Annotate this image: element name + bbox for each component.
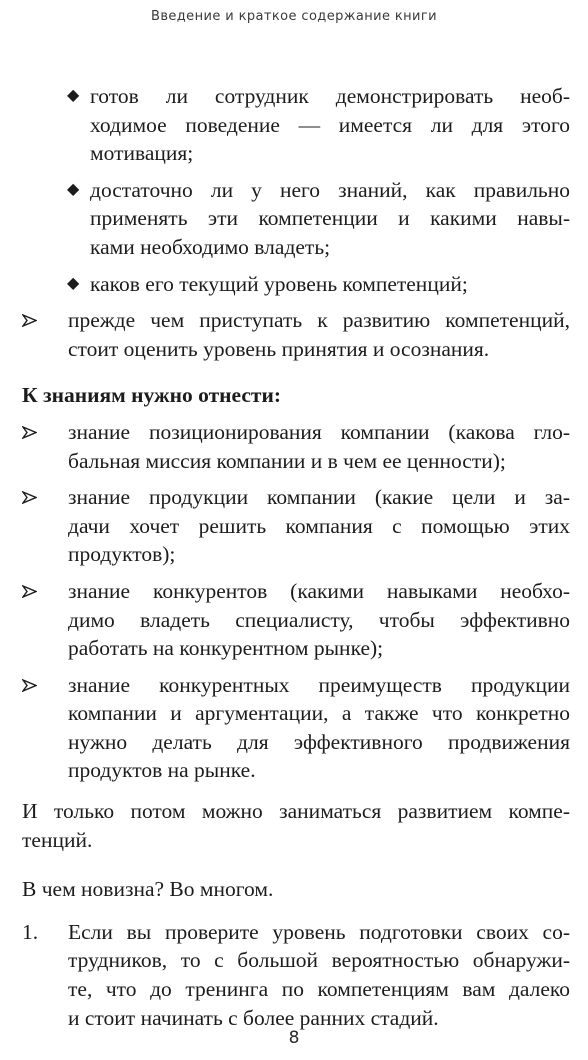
arrowhead-bullet-icon (22, 491, 37, 504)
page-body (22, 82, 570, 1032)
text-line: компании и аргументации, а также что конкретно (68, 701, 570, 726)
text-line: ходимое поведение — имеется ли для этого (90, 112, 570, 137)
text-line: те, что до тренинга по компетенциям вам далеко (68, 977, 570, 1002)
arrow-list-item (22, 483, 570, 569)
text-line: знание конкурентных преимуществ продукции (68, 672, 570, 697)
running-header: Введение и краткое содержание книги (151, 9, 437, 24)
diamond-list-item (22, 176, 570, 262)
arrow-list-item (22, 306, 570, 363)
text-line: прежде чем приступать к развитию компетенций, (68, 308, 570, 333)
text-line: И только потом можно заниматься развитием компе- (22, 799, 570, 824)
text-line: продуктов); (68, 542, 176, 567)
diamond-list-item (22, 270, 570, 299)
numbered-list-item (22, 918, 570, 1032)
text-line: знание конкурентов (какими навыками необхо- (68, 578, 570, 603)
text-line: работать на конкурентном рынке); (68, 636, 384, 661)
diamond-bullet-icon: ◆ (67, 87, 80, 104)
list-number: 1. (22, 919, 39, 944)
text-line: каков его текущий уровень компетенций; (90, 271, 468, 296)
question-paragraph (22, 875, 570, 904)
text-line: продуктов на рынке. (68, 758, 256, 783)
text-line: бальная миссия компании и в чем ее ценности); (68, 448, 506, 473)
text-line: достаточно ли у него знаний, как правильно (90, 177, 570, 202)
arrow-list-item (22, 577, 570, 663)
text-line: и стоит начинать с более ранних стадий. (68, 1005, 439, 1030)
arrow-list-item (22, 418, 570, 475)
arrow-list-item (22, 671, 570, 785)
diamond-list-item (22, 82, 570, 168)
page-number: 8 (288, 1028, 300, 1048)
arrowhead-bullet-icon (22, 314, 37, 327)
diamond-bullet-icon: ◆ (67, 180, 80, 198)
text-line: стоит оценить уровень принятия и осознания. (68, 336, 490, 361)
arrowhead-bullet-icon (22, 585, 37, 598)
text-line: тенций. (22, 827, 93, 852)
paragraph (22, 797, 570, 854)
text-line: димо владеть специалисту, чтобы эффективно (68, 607, 570, 632)
section-heading: К знаниям нужно отнести: (22, 383, 281, 408)
text-line: В чем новизна? Во многом. (22, 877, 274, 902)
text-line: трудников, то с большой вероятностью обнаружи- (68, 948, 570, 973)
text-line: дачи хочет решить компания с помощью этих (68, 513, 570, 538)
arrowhead-bullet-icon (22, 679, 37, 692)
text-line: ками необходимо владеть; (90, 234, 331, 259)
text-line: знание позиционирования компании (какова гло- (68, 419, 570, 444)
text-line: Если вы проверите уровень подготовки своих со- (68, 919, 570, 944)
text-line: мотивация; (90, 141, 194, 166)
text-line: знание продукции компании (какие цели и за- (68, 485, 570, 510)
text-line: применять эти компетенции и какими навы- (90, 206, 570, 231)
arrowhead-bullet-icon (22, 426, 37, 439)
diamond-bullet-icon: ◆ (67, 274, 80, 292)
text-line: нужно делать для эффективного продвижения (68, 729, 570, 754)
text-line: готов ли сотрудник демонстрировать необ- (90, 84, 570, 108)
